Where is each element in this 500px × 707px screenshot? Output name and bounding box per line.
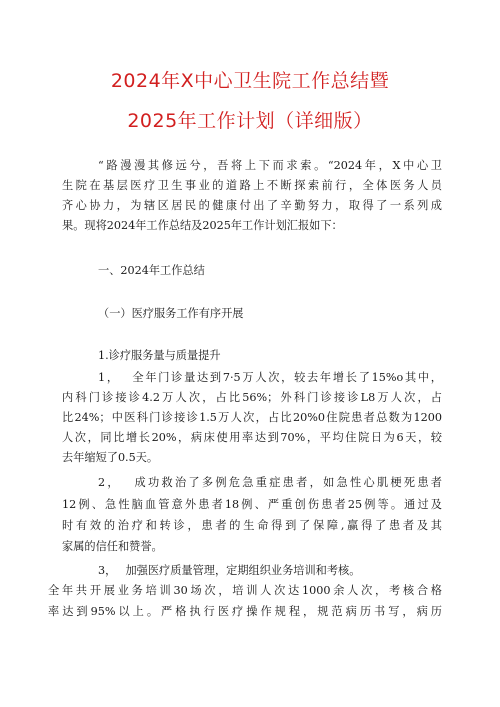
intro-line-2: 生院在基层医疗卫生事业的道路上不断探索前行，全体医务人员 <box>62 179 442 192</box>
para3-line-2: 全年共开展业务培训30场次，培训人次达1000余人次，考核合格 <box>48 584 442 597</box>
para1-line-4: 人次，同比增长20%，病床使用率达到70%，平均住院日为6天，较 <box>62 431 442 444</box>
para1-line-5: 去年缩短了0.5天。 <box>62 451 159 464</box>
para1-line-3: 比24%；中医科门诊接诊1.5万人次，占比20%0住院患者总数为1200 <box>62 411 442 424</box>
para3-line-1: 3， 加强医疗质量管理，定期组织业务培训和考核。 <box>98 564 361 577</box>
para2-line-4: 家属的信任和赞誉。 <box>62 540 163 553</box>
section-heading-1: 一、2024年工作总结 <box>98 264 205 277</box>
para1-line-2: 内科门诊接诊4.2万人次，占比56%；外科门诊接诊L8万人次，占 <box>62 391 442 404</box>
item-heading-1: 1.诊疗服务量与质量提升 <box>98 349 221 362</box>
para3-line-3: 率达到95%以上。严格执行医疗操作规程，规范病历书写，病历 <box>48 605 442 618</box>
document-title-line-2: 2025年工作计划（详细版） <box>127 110 373 132</box>
intro-line-1: “路漫漫其修远兮，吾将上下而求索。“2024年，X中心卫 <box>98 159 442 172</box>
document-title-line-1: 2024年X中心卫生院工作总结暨 <box>110 70 390 92</box>
intro-line-4: 果。现将2024年工作总结及2025年工作计划汇报如下： <box>62 219 343 232</box>
para2-line-2: 12例、急性脑血管意外患者18例、严重创伤患者25例等。通过及 <box>62 498 442 511</box>
para2-line-1: 2， 成功救治了多例危急重症患者，如急性心肌梗死患者 <box>98 476 442 489</box>
subsection-heading-1: （一）医疗服务工作有序开展 <box>98 307 244 320</box>
para1-line-1: 1， 全年门诊量达到7·5万人次，较去年增长了15%o其中， <box>98 371 442 384</box>
intro-line-3: 齐心协力，为辖区居民的健康付出了辛勤努力，取得了一系列成 <box>62 199 442 212</box>
para2-line-3: 时有效的治疗和转诊，患者的生命得到了保障,赢得了患者及其 <box>62 519 442 532</box>
